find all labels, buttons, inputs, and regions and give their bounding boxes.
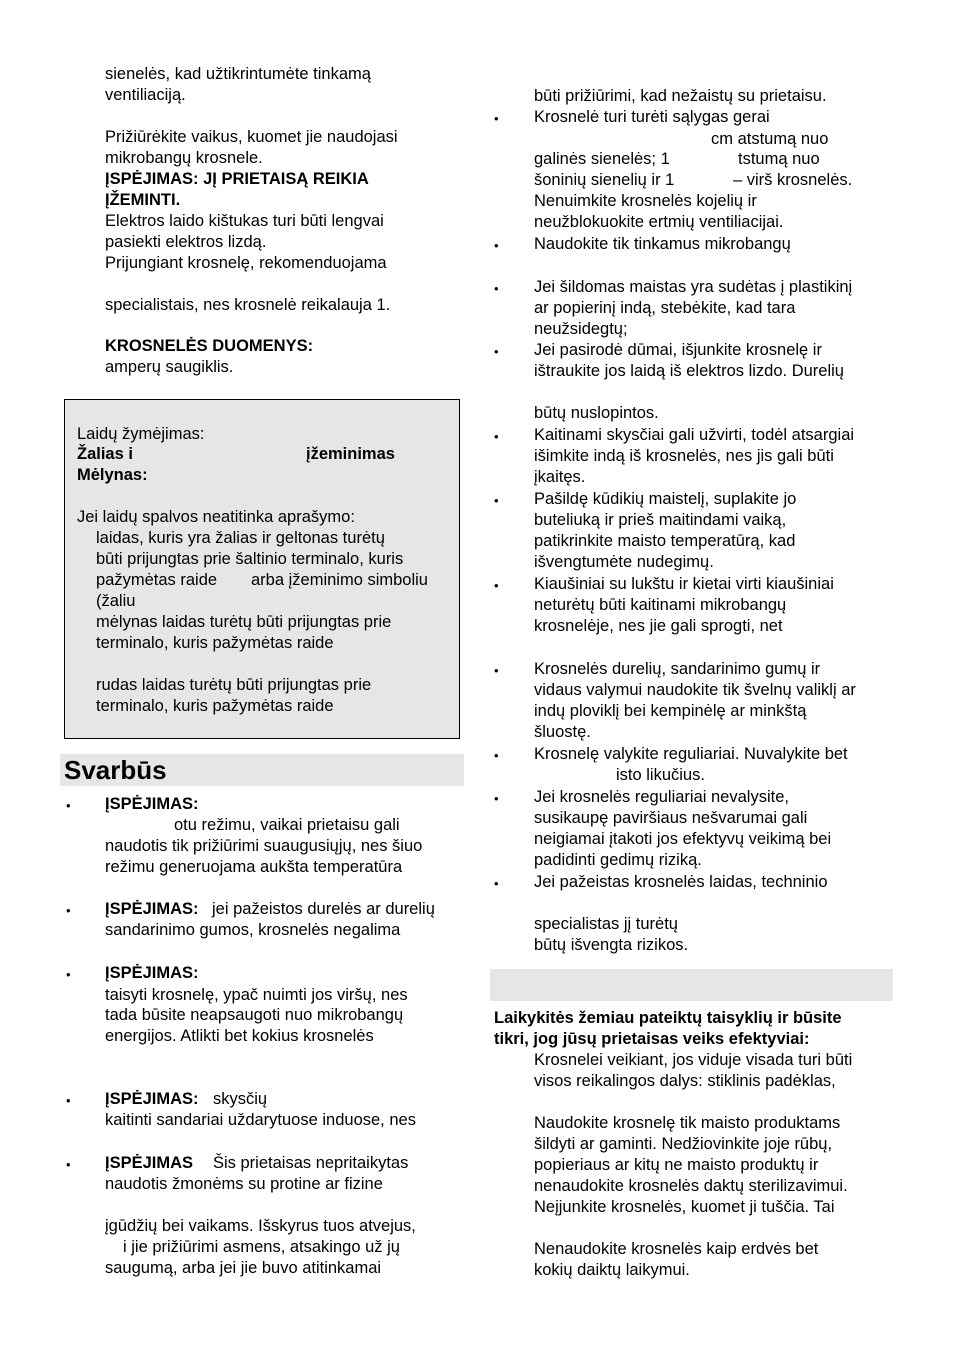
intro-line: Prižiūrėkite vaikus, kuomet jie naudojasi — [105, 128, 398, 146]
bullet: • — [494, 344, 499, 359]
right-line: padidinti gedimų riziką. — [534, 851, 702, 869]
box-line: būti prijungtas prie šaltinio terminalo, kuris — [96, 550, 404, 568]
warning-line: naudotis žmonėms su protine ar fizine — [105, 1175, 383, 1193]
bullet: • — [494, 663, 499, 678]
right-line: kokių daiktų laikymui. — [534, 1261, 690, 1279]
bullet: • — [494, 281, 499, 296]
right-line: susikaupę paviršiaus nešvarumai gali — [534, 809, 808, 827]
intro-line: Elektros laido kištukas turi būti lengvai — [105, 212, 384, 230]
intro-line: specialistais, nes krosnelė reikalauja 1. — [105, 296, 391, 314]
right-line: patikrinkite maisto temperatūrą, kad — [534, 532, 796, 550]
warning-line: skysčių — [213, 1090, 268, 1108]
warning-label: ĮSPĖJIMAS: — [105, 1090, 199, 1108]
right-line: būtų nuslopintos. — [534, 404, 659, 422]
box-line: Mėlynas: — [77, 466, 148, 484]
bullet: • — [66, 903, 71, 918]
right-line: nenaudokite krosnelės daktų sterilizavimui. — [534, 1177, 848, 1195]
warning-line: i jie prižiūrimi asmens, atsakingo už jų — [123, 1238, 400, 1256]
right-line: neturėtų būti kaitinami mikrobangų — [534, 596, 787, 614]
intro-line: ventiliaciją. — [105, 86, 186, 104]
right-line: cm atstumą nuo — [711, 130, 829, 148]
bullet: • — [66, 967, 71, 982]
right-line: – virš krosnelės. — [733, 171, 853, 189]
intro-line: sienelės, kad užtikrintumėte tinkamą — [105, 65, 371, 83]
bullet: • — [494, 791, 499, 806]
right-line: Krosnelę valykite reguliariai. Nuvalykite bet — [534, 745, 848, 763]
right-line: Krosnelė turi turėti sąlygas gerai — [534, 108, 770, 126]
box-line: arba įžeminimo simboliu — [251, 571, 428, 589]
box-line: pažymėtas raide — [96, 571, 218, 589]
right-line: Neįjunkite krosnelės, kuomet ji tuščia. Tai — [534, 1198, 835, 1216]
warning-line: saugumą, arba jei jie buvo atitinkamai — [105, 1259, 382, 1277]
warning-line: energijos. Atlikti bet kokius krosnelės — [105, 1027, 374, 1045]
right-line: specialistas jį turėtų — [534, 915, 678, 933]
right-line: išimkite indą iš krosnelės, nes jis gali būti — [534, 447, 834, 465]
warning-line: Šis prietaisas nepritaikytas — [213, 1154, 409, 1172]
right-line: Naudokite tik tinkamus mikrobangų — [534, 235, 791, 253]
right-line: Krosnelės durelių, sandarinimo gumų ir — [534, 660, 821, 678]
right-line: neigiamai įtakoti jos efektyvų veikimą bei — [534, 830, 832, 848]
box-line: laidas, kuris yra žalias ir geltonas turėtų — [96, 529, 385, 547]
right-line: Kiaušiniai su lukštu ir kietai virti kiaušiniai — [534, 575, 834, 593]
right-line: vidaus valymui naudokite tik švelnų valiklį ar — [534, 681, 856, 699]
right-line: išvengtumėte nudegimų. — [534, 553, 714, 571]
right-line: Naudokite krosnelę tik maisto produktams — [534, 1114, 841, 1132]
right-line: šildyti ar gaminti. Nedžiovinkite joje rūbų, — [534, 1135, 833, 1153]
right-line: Jei krosnelės reguliariai nevalysite, — [534, 788, 789, 806]
right-line: šluostę. — [534, 723, 591, 741]
warning-label: ĮSPĖJIMAS — [105, 1154, 194, 1172]
right-line: buteliuką ir prieš maitindami vaiką, — [534, 511, 787, 529]
right-line: krosnelėje, nes jie gali sprogti, net — [534, 617, 783, 635]
oven-data-heading: KROSNELĖS DUOMENYS: — [105, 337, 314, 355]
intro-line: mikrobangų krosnele. — [105, 149, 263, 167]
warning-line: jei pažeistos durelės ar durelių — [212, 900, 435, 918]
warning-line: režimu generuojama aukšta temperatūra — [105, 858, 403, 876]
box-line: mėlynas laidas turėtų būti prijungtas prie — [96, 613, 392, 631]
warning-line: sandarinimo gumos, krosnelės negalima — [105, 921, 401, 939]
warning-label: ĮSPĖJIMAS: — [105, 795, 199, 813]
bullet: • — [494, 238, 499, 253]
right-line: Nenaudokite krosnelės kaip erdvės bet — [534, 1240, 819, 1258]
warning-ground-heading: ĮSPĖJIMAS: JĮ PRIETAISĄ REIKIA — [105, 170, 369, 188]
box-line: Laidų žymėjimas: — [77, 425, 205, 443]
right-line: neužblokuokite ertmių ventiliacijai. — [534, 213, 784, 231]
bullet: • — [66, 1093, 71, 1108]
right-line: Nenuimkite krosnelės kojelių ir — [534, 192, 757, 210]
right-line: galinės sienelės; 1 — [534, 150, 670, 168]
rules-intro: Laikykitės žemiau pateiktų taisyklių ir būsite — [494, 1009, 842, 1027]
right-line: Kaitinami skysčiai gali užvirti, todėl atsargiai — [534, 426, 855, 444]
warning-line: taisyti krosnelę, ypač nuimti jos viršų, nes — [105, 986, 408, 1004]
warning-line: naudotis tik prižiūrimi suaugusiųjų, nes šiuo — [105, 837, 423, 855]
right-line: ar popierinį indą, stebėkite, kad tara — [534, 299, 796, 317]
right-line: popieriaus ar kitų ne maisto produktų ir — [534, 1156, 819, 1174]
right-line: indų ploviklį bei kempinėlę ar minkštą — [534, 702, 807, 720]
warning-label: ĮSPĖJIMAS: — [105, 964, 199, 982]
warning-line: tada būsite neapsaugoti nuo mikrobangų — [105, 1006, 404, 1024]
rules-intro: tikri, jog jūsų prietaisas veiks efektyviai: — [494, 1030, 810, 1048]
warning-line: kaitinti sandariai uždarytuose induose, nes — [105, 1111, 416, 1129]
box-line: terminalo, kuris pažymėtas raide — [96, 634, 334, 652]
right-line: Jei šildomas maistas yra sudėtas į plastikinį — [534, 278, 853, 296]
bullet: • — [494, 111, 499, 126]
bullet: • — [66, 1157, 71, 1172]
right-line: isto likučius. — [616, 766, 705, 784]
warning-ground-heading: ĮŽEMINTI. — [105, 191, 181, 209]
right-line: būtų išvengta rizikos. — [534, 936, 689, 954]
bullet: • — [494, 578, 499, 593]
box-line: Žalias i — [77, 445, 133, 463]
bullet: • — [494, 876, 499, 891]
box-line: Jei laidų spalvos neatitinka aprašymo: — [77, 508, 355, 526]
right-line: Krosnelei veikiant, jos viduje visada turi būti — [534, 1051, 853, 1069]
right-line: visos reikalingos dalys: stiklinis padėklas, — [534, 1072, 836, 1090]
box-line: terminalo, kuris pažymėtas raide — [96, 697, 334, 715]
right-line: Jei pažeistas krosnelės laidas, techninio — [534, 873, 828, 891]
box-line: rudas laidas turėtų būti prijungtas prie — [96, 676, 372, 694]
intro-line: pasiekti elektros lizdą. — [105, 233, 267, 251]
right-line: būti prižiūrimi, kad nežaistų su prietaisu. — [534, 87, 827, 105]
right-line: Jei pasirodė dūmai, išjunkite krosnelę ir — [534, 341, 822, 359]
warning-label: ĮSPĖJIMAS: — [105, 900, 199, 918]
bullet: • — [66, 798, 71, 813]
bullet: • — [494, 429, 499, 444]
intro-line: amperų saugiklis. — [105, 358, 234, 376]
bullet: • — [494, 748, 499, 763]
intro-line: Prijungiant krosnelę, rekomenduojama — [105, 254, 387, 272]
box-line: įžeminimas — [306, 445, 395, 463]
right-line: neužsidegtų; — [534, 320, 628, 338]
box-line: (žaliu — [96, 592, 136, 610]
warning-line: įgūdžių bei vaikams. Išskyrus tuos atvejus, — [105, 1217, 416, 1235]
right-line: įkaitęs. — [534, 468, 586, 486]
right-line: Pašildę kūdikių maistelį, suplakite jo — [534, 490, 797, 508]
right-line: tstumą nuo — [738, 150, 820, 168]
right-line: šoninių sienelių ir 1 — [534, 171, 675, 189]
bullet: • — [494, 493, 499, 508]
section-header-bar — [490, 969, 893, 1001]
right-line: ištraukite jos laidą iš elektros lizdo. Durelių — [534, 362, 844, 380]
warning-line: otu režimu, vaikai prietaisu gali — [174, 816, 400, 834]
section-title: Svarbūs — [64, 755, 167, 785]
